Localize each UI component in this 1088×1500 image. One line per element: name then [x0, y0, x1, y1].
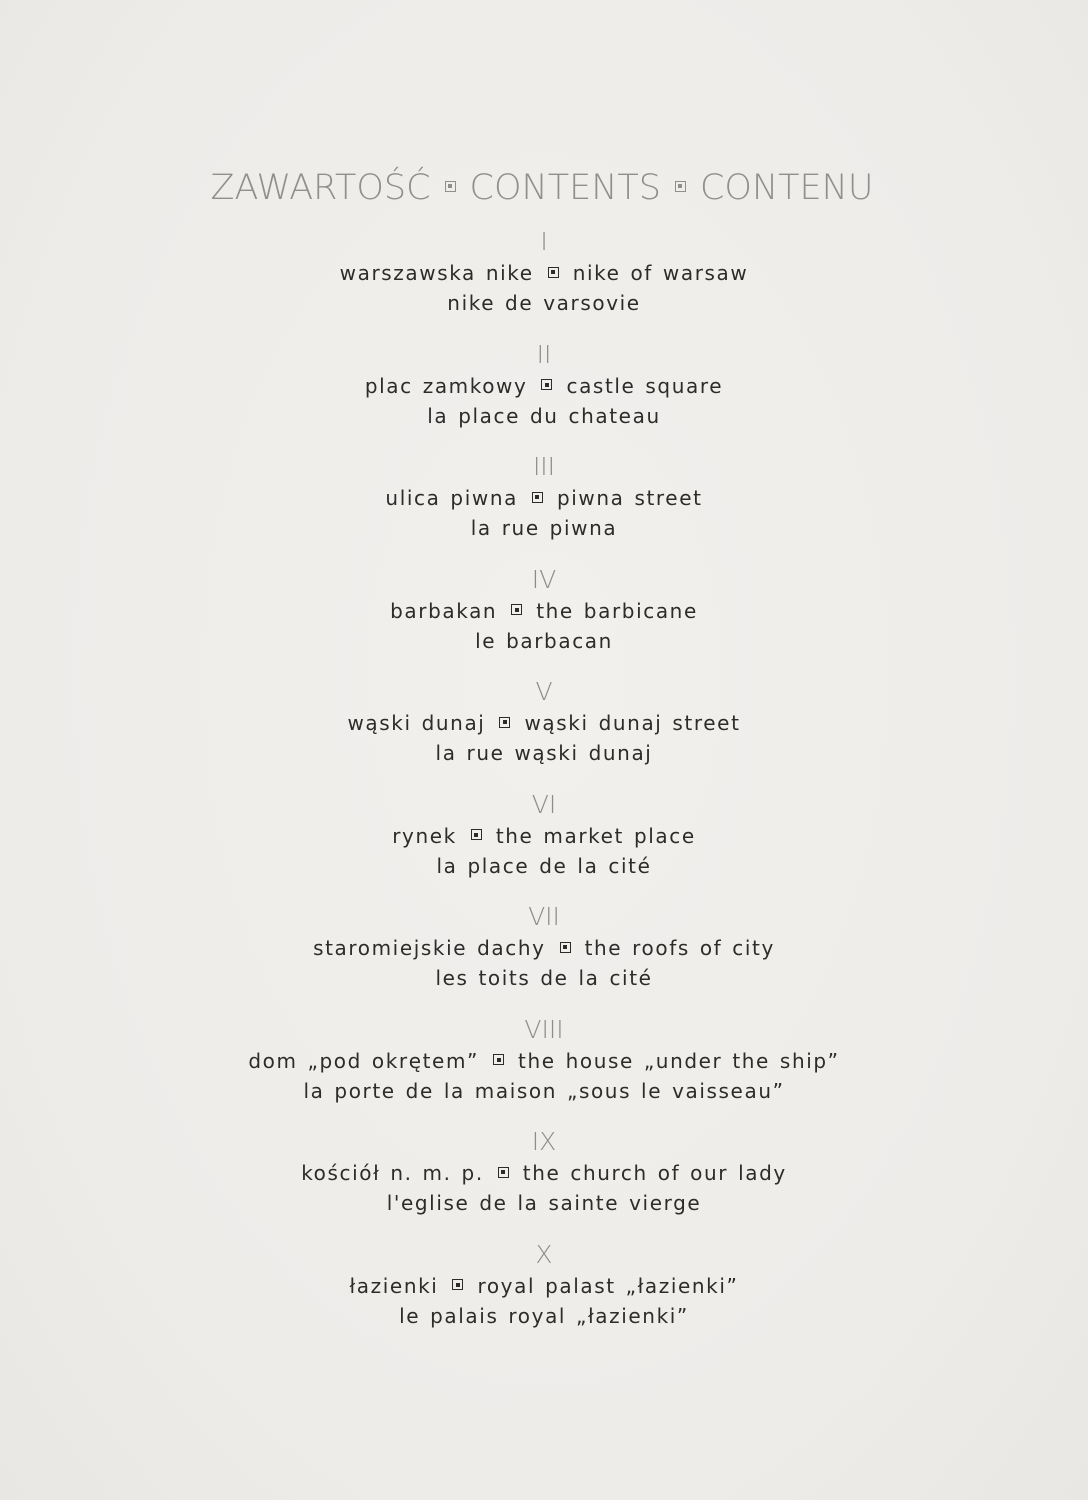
entry-english: castle square: [566, 373, 724, 398]
contents-entry: [0, 677, 1088, 790]
entry-french: la place du chateau: [427, 403, 661, 428]
contents-entry: [0, 340, 1088, 453]
entry-numeral: II: [536, 339, 552, 369]
entry-primary-line: [0, 1271, 1088, 1301]
contents-heading: [0, 168, 1086, 208]
entry-numeral: V: [535, 677, 553, 706]
entry-english: the house „under the ship”: [518, 1048, 840, 1073]
separator-square-icon: [511, 604, 522, 615]
entry-numeral: VIII: [524, 1014, 564, 1044]
contents-entry: [0, 902, 1088, 1015]
entry-french: la place de la cité: [436, 853, 652, 878]
separator-square-icon: [452, 1279, 463, 1290]
entry-english: the church of our lady: [522, 1161, 787, 1185]
contents-entry: [0, 452, 1088, 565]
entry-numeral: IV: [531, 564, 557, 594]
contents-entry: [0, 790, 1088, 903]
entry-polish: plac zamkowy: [364, 373, 528, 398]
separator-square-icon: [499, 717, 510, 728]
entry-french: nike de varsovie: [447, 291, 641, 315]
entry-polish: warszawska nike: [339, 261, 534, 285]
entry-french: l'eglise de la sainte vierge: [386, 1191, 702, 1215]
separator-square-icon: [560, 942, 571, 953]
entry-english: piwna street: [556, 486, 703, 510]
entry-primary-line: [0, 596, 1088, 626]
entry-polish: staromiejskie dachy: [313, 936, 546, 960]
entry-polish: łazienki: [349, 1273, 439, 1298]
entry-polish: barbakan: [390, 598, 498, 623]
separator-square-icon: [498, 1167, 509, 1178]
entry-polish: wąski dunaj: [347, 711, 486, 735]
entry-primary-line: [0, 1158, 1088, 1188]
separator-square-icon: [548, 267, 559, 278]
entry-french: la porte de la maison „sous le vaisseau”: [303, 1078, 785, 1103]
entry-french: le barbacan: [475, 628, 613, 653]
separator-square-icon: [493, 1054, 504, 1065]
entry-polish: dom „pod okrętem”: [248, 1048, 479, 1073]
entry-english: the roofs of city: [584, 936, 775, 960]
entry-primary-line: [0, 483, 1088, 513]
contents-entry: [0, 1127, 1088, 1240]
entry-french: le palais royal „łazienki”: [399, 1303, 689, 1328]
contents-entry: [0, 1015, 1088, 1128]
entry-french: les toits de la cité: [435, 966, 653, 990]
separator-square-icon: [541, 379, 552, 390]
entry-polish: ulica piwna: [385, 486, 518, 510]
entry-polish: kościół n. m. p.: [301, 1161, 484, 1185]
entry-english: nike of warsaw: [572, 261, 749, 285]
entry-english: the market place: [495, 823, 696, 848]
entry-primary-line: [0, 1046, 1088, 1076]
entry-french: la rue piwna: [470, 516, 618, 540]
entry-english: royal palast „łazienki”: [477, 1273, 739, 1298]
separator-square-icon: [445, 181, 456, 192]
entry-polish: rynek: [392, 823, 457, 848]
heading-english: CONTENTS: [469, 168, 661, 208]
entry-english: the barbicane: [536, 598, 698, 623]
entry-english: wąski dunaj street: [524, 711, 741, 735]
entry-primary-line: [0, 933, 1088, 963]
contents-entry: [0, 1240, 1088, 1353]
entry-numeral: VII: [528, 902, 560, 931]
entry-primary-line: [0, 371, 1088, 401]
separator-square-icon: [471, 829, 482, 840]
entry-primary-line: [0, 258, 1088, 288]
contents-list: [0, 227, 1088, 1352]
entry-numeral: VI: [531, 789, 557, 819]
contents-entry: [0, 565, 1088, 678]
entry-french: la rue wąski dunaj: [435, 741, 653, 765]
contents-entry: [0, 227, 1088, 340]
heading-polish: ZAWARTOŚĆ: [210, 168, 431, 208]
heading-french: CONTENU: [699, 168, 874, 208]
entry-primary-line: [0, 708, 1088, 738]
entry-numeral: IX: [531, 1127, 557, 1156]
separator-square-icon: [675, 181, 686, 192]
entry-primary-line: [0, 821, 1088, 851]
entry-numeral: III: [532, 452, 556, 481]
entry-numeral: I: [540, 227, 548, 256]
separator-square-icon: [532, 492, 543, 503]
entry-numeral: X: [535, 1239, 553, 1269]
